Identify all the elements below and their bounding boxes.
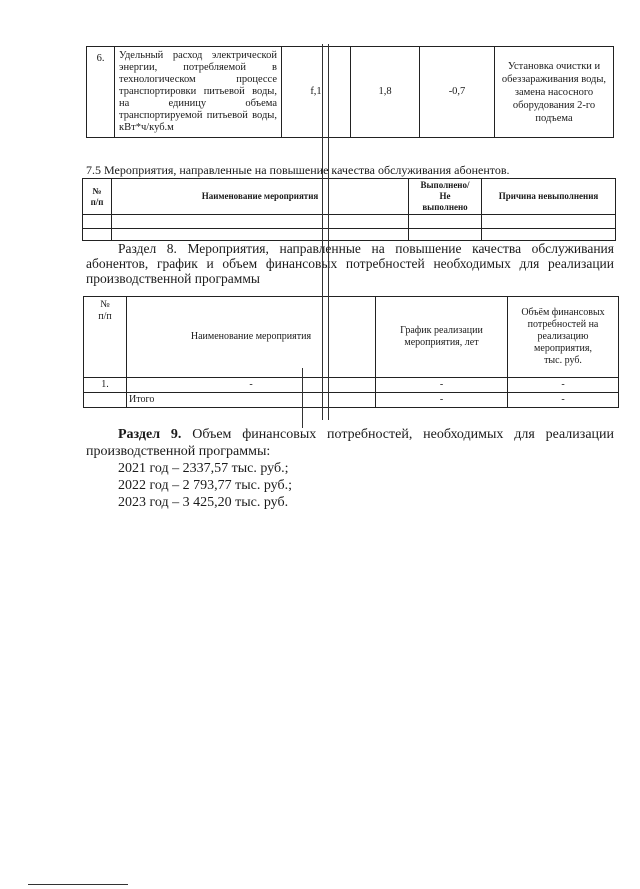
- row-number: 1.: [84, 378, 127, 393]
- col-num-header: № п/п: [84, 297, 127, 378]
- total-schedule: -: [376, 393, 508, 408]
- indicator-value-1: f,1: [282, 47, 351, 138]
- section-9-title: Раздел 9.: [118, 427, 182, 442]
- section-9-text: Объем финансовых потребностей, необходимых для реализации производственной программы:: [86, 427, 615, 459]
- scan-artifact-line: [328, 44, 329, 420]
- year-line-2023: 2023 год – 3 425,20 тыс. руб.: [118, 495, 289, 510]
- section-8-heading: [86, 241, 614, 286]
- col-name-header: Наименование мероприятия: [112, 179, 409, 215]
- indicators-table: [86, 46, 614, 138]
- year-line-2022: 2022 год – 2 793,77 тыс. руб.;: [118, 478, 292, 493]
- total-label: Итого: [127, 393, 376, 408]
- table-row: [83, 215, 616, 229]
- row-name: -: [127, 378, 376, 393]
- col-num-header: № п/п: [83, 179, 112, 215]
- table-row: [83, 229, 616, 241]
- indicator-name: Удельный расход электрической энергии, потребляемой в технологическом процессе транспортировки питьевой воды, на единицу объема транспортируемой питьевой воды, кВт*ч/куб.м: [115, 47, 282, 138]
- section-9-heading: [86, 426, 614, 460]
- section-8-text: Раздел 8. Мероприятия, направленные на повышение качества обслуживания абонентов, график и объем финансовых потребностей необходимых для реализации производственной программы: [86, 241, 614, 286]
- table-header-row: [83, 179, 616, 215]
- service-quality-table: [82, 178, 616, 241]
- table-row: [84, 378, 619, 393]
- table-row: [87, 47, 614, 138]
- total-volume: -: [508, 393, 619, 408]
- indicator-change: -0,7: [420, 47, 495, 138]
- col-schedule-header: График реализации мероприятия, лет: [376, 297, 508, 378]
- financial-needs-table: [83, 296, 619, 408]
- row-volume: -: [508, 378, 619, 393]
- row-schedule: -: [376, 378, 508, 393]
- indicator-note: Установка очистки и обеззараживания воды, замена насосного оборудования 2-го подъема: [495, 47, 614, 138]
- scan-artifact-line: [302, 368, 303, 428]
- col-name-header: Наименование мероприятия: [127, 297, 376, 378]
- col-volume-header: Объём финансовых потребностей на реализацию мероприятия, тыс. руб.: [508, 297, 619, 378]
- table-header-row: [84, 297, 619, 378]
- col-reason-header: Причина невыполнения: [482, 179, 616, 215]
- year-line-2021: 2021 год – 2337,57 тыс. руб.;: [118, 461, 289, 476]
- indicator-value-2: 1,8: [351, 47, 420, 138]
- scan-artifact-line: [322, 44, 323, 420]
- section-7-5-caption: 7.5 Мероприятия, направленные на повышение качества обслуживания абонентов.: [86, 163, 510, 177]
- col-status-header: Выполнено/ Не выполнено: [409, 179, 482, 215]
- total-row: [84, 393, 619, 408]
- footer-line: [28, 884, 128, 885]
- row-number: 6.: [87, 47, 115, 138]
